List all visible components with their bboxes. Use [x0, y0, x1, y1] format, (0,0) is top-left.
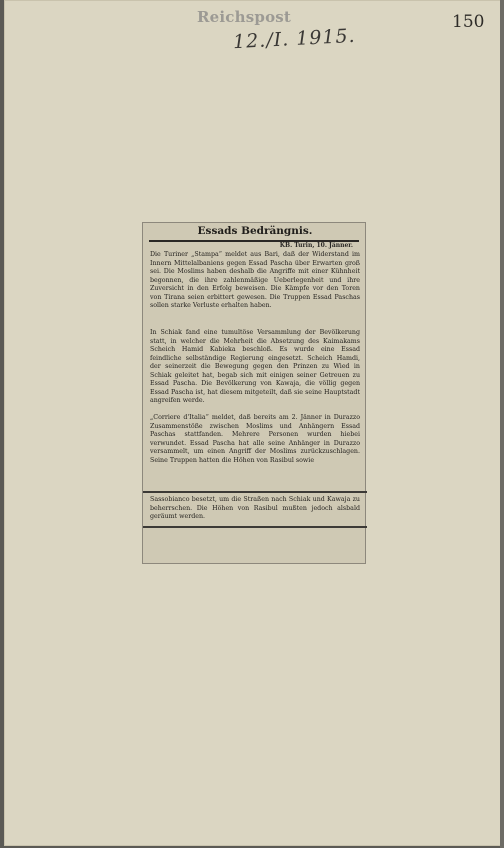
article-paragraph: Die Turiner „Stampa“ meldet aus Bari, daß der Widerstand im Innern Mittelalbaniens gegen Essad Pascha über Erwarten groß sei. Die Moslims haben deshalb die Angriffe mit einer Kühnheit begonnen, die ihre zahlenmäßige Ueberlegenheit und ihre Zuversicht in den Erfolg beweisen. Die Kämpfe vor den Toren von Tirana seien erbittert gewesen. Die Truppen Essad Paschas sollen starke Verluste erhalten haben.	[150, 251, 360, 309]
handwritten-date: 12./I. 1915.	[232, 24, 357, 54]
article-dateline: KB. Turin, 10. Jänner.	[279, 242, 353, 249]
newspaper-clipping	[142, 222, 366, 564]
newspaper-stamp: Reichspost	[197, 8, 292, 26]
article-paragraph: „Corriere d'Italia“ meldet, daß bereits am 2. Jänner in Durazzo Zusammenstöße zwischen Moslims und Anhängern Essad Paschas stattfanden. Mehrere Personen wurden hiebei verwundet. Essad Pascha hat alle seine Anhänger in Durazzo versammelt, um einen Angriff der Moslims zurückzuschlagen. Seine Truppen hatten die Höhen von Rasibul sowie	[150, 414, 360, 464]
clipping-fragment	[143, 491, 367, 528]
article-paragraph: In Schiak fand eine tumultöse Versammlung der Bevölkerung statt, in welcher die Mehrheit die Absetzung des Kaimakams Scheich Hamid Kabieka beschloß. Es wurde eine Essad feindliche selbständige Regierung eingesetzt. Scheich Hamdi, der seinerzeit die Bewegung gegen den Prinzen zu Wied in Schiak geleitet hat, begab sich mit einigen seiner Getreuen zu Essad Pascha. Die Bevölkerung von Kawaja, die völlig gegen Essad Pascha ist, hat diesem mitgeteilt, daß sie seine Hauptstadt angreifen werde.	[150, 329, 360, 404]
scan-edge	[500, 0, 504, 848]
article-title: Essads Bedrängnis.	[197, 225, 313, 237]
page-number: 150	[452, 12, 485, 32]
article-fragment-text: Sassobianco besetzt, um die Straßen nach Schiak und Kawaja zu beherrschen. Die Höhen von Rasibul mußten jedoch alsbald geräumt werden.	[150, 496, 360, 520]
archive-page	[4, 0, 502, 846]
